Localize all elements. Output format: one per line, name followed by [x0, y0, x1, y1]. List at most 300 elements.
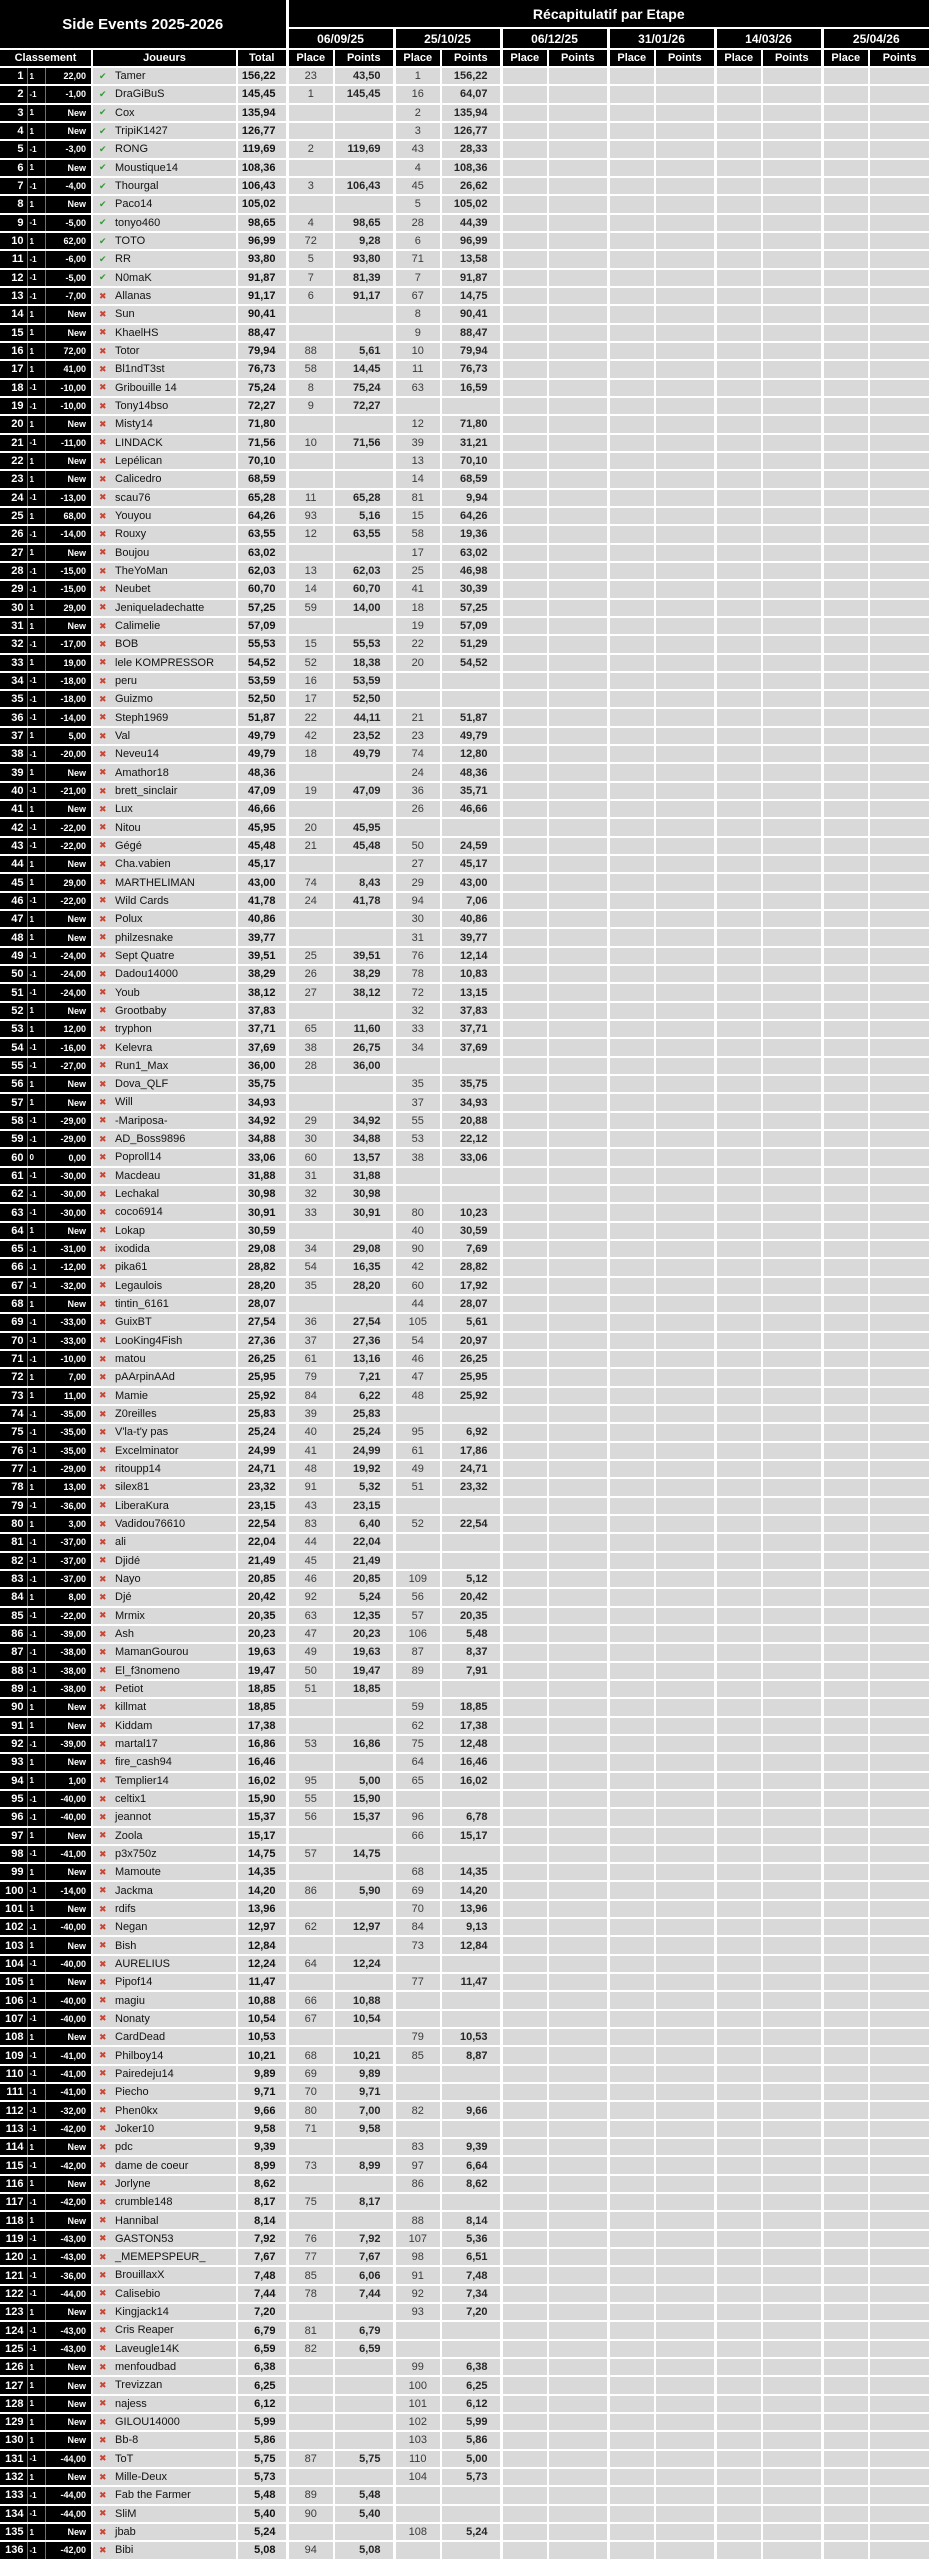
player-cell: [92, 2156, 237, 2174]
trend-value: 1: [27, 2358, 45, 2376]
stage-points-value: [869, 1735, 929, 1753]
rank-value: 75: [0, 1423, 27, 1441]
stage-place-value: [394, 2193, 441, 2211]
change-value: -24,00: [45, 947, 92, 965]
rank-value: 62: [0, 1185, 27, 1203]
player-cell: [92, 1093, 237, 1111]
change-value: -33,00: [45, 1332, 92, 1350]
stage-place-value: 60: [394, 1277, 441, 1295]
stage-points-value: 28,33: [441, 140, 501, 158]
stage-points-value: [655, 2193, 715, 2211]
stage-points-value: 20,42: [441, 1588, 501, 1606]
stage-place-value: [715, 2083, 762, 2101]
stage-points-value: 31,21: [441, 434, 501, 452]
stage-place-value: 23: [394, 727, 441, 745]
stage-place-value: [501, 672, 548, 690]
stage-points-value: 8,17: [334, 2193, 394, 2211]
stage-points-value: [869, 1112, 929, 1130]
stage-place-value: [501, 2010, 548, 2028]
stage-place-value: 58: [394, 525, 441, 543]
stage-place-value: [608, 140, 655, 158]
eliminated-x-icon: ✖: [99, 1976, 107, 1987]
stage-place-value: [822, 1497, 869, 1515]
stage-points-value: [655, 1533, 715, 1551]
eliminated-x-icon: ✖: [99, 1097, 107, 1108]
stage-place-value: [715, 745, 762, 763]
stage-place-value: [822, 1936, 869, 1954]
stage-place-value: 88: [287, 342, 334, 360]
stage-place-value: [501, 2046, 548, 2064]
stage-place-value: 83: [394, 2138, 441, 2156]
stage-points-value: [869, 2065, 929, 2083]
table-row: [0, 2046, 929, 2064]
stage-place-value: [608, 708, 655, 726]
stage-points-value: 13,57: [334, 1148, 394, 1166]
stage-place-value: 53: [394, 1130, 441, 1148]
stage-place-value: 69: [394, 1881, 441, 1899]
eliminated-x-icon: ✖: [99, 748, 107, 759]
player-cell: [92, 214, 237, 232]
stage-place-value: [287, 2413, 334, 2431]
stage-place-value: [608, 1112, 655, 1130]
stage-place-value: [501, 1277, 548, 1295]
stage-place-value: [394, 2120, 441, 2138]
change-value: New: [45, 1900, 92, 1918]
eliminated-x-icon: ✖: [99, 1811, 107, 1822]
change-value: New: [45, 1093, 92, 1111]
total-value: 105,02: [237, 195, 287, 213]
stage-points-value: [762, 1753, 822, 1771]
stage-points-value: [869, 1313, 929, 1331]
rank-value: 7: [0, 177, 27, 195]
stage-points-value: [655, 397, 715, 415]
stage-points-value: 27,36: [334, 1332, 394, 1350]
table-row: [0, 818, 929, 836]
stage-place-value: [501, 1332, 548, 1350]
stage-place-value: 43: [287, 1497, 334, 1515]
change-value: -29,00: [45, 1112, 92, 1130]
eliminated-x-icon: ✖: [99, 1115, 107, 1126]
player-name: -Mariposa-: [115, 1114, 168, 1127]
trend-value: 1: [27, 1827, 45, 1845]
stage-points-value: [548, 855, 608, 873]
stage-place-value: [608, 1533, 655, 1551]
stage-place-value: [822, 965, 869, 983]
change-value: New: [45, 910, 92, 928]
stage-points-value: [548, 2046, 608, 2064]
player-name: Mamoute: [115, 1866, 161, 1879]
stage-place-value: [501, 1991, 548, 2009]
stage-points-value: [548, 1423, 608, 1441]
stage-points-value: [441, 2083, 501, 2101]
stage-place-value: [287, 1936, 334, 1954]
stage-points-value: [869, 2120, 929, 2138]
trend-value: -1: [27, 2065, 45, 2083]
eliminated-x-icon: ✖: [99, 1225, 107, 1236]
stage-place-value: [501, 873, 548, 891]
trend-value: -1: [27, 837, 45, 855]
stage-points-value: 12,14: [441, 947, 501, 965]
stage-place-value: 36: [287, 1313, 334, 1331]
eliminated-x-icon: ✖: [99, 2306, 107, 2317]
stage-place-value: [501, 1625, 548, 1643]
stage-place-value: [715, 159, 762, 177]
total-value: 71,56: [237, 434, 287, 452]
stage-place-value: 48: [394, 1387, 441, 1405]
stage-points-value: [869, 232, 929, 250]
eliminated-x-icon: ✖: [99, 2288, 107, 2299]
stage-points-value: [762, 2138, 822, 2156]
player-cell: [92, 763, 237, 781]
stage-points-value: 34,93: [441, 1093, 501, 1111]
total-value: 13,96: [237, 1900, 287, 1918]
rank-value: 14: [0, 305, 27, 323]
stage-place-value: [608, 1497, 655, 1515]
stage-place-value: [715, 1918, 762, 1936]
trend-value: -1: [27, 1643, 45, 1661]
player-cell: [92, 507, 237, 525]
stage-points-value: [655, 1222, 715, 1240]
place-header: Place: [287, 49, 334, 67]
stage-place-value: [715, 599, 762, 617]
stage-place-value: [501, 1717, 548, 1735]
eliminated-x-icon: ✖: [99, 950, 107, 961]
trend-value: -1: [27, 85, 45, 103]
eliminated-x-icon: ✖: [99, 2398, 107, 2409]
change-value: -10,00: [45, 379, 92, 397]
total-value: 6,12: [237, 2395, 287, 2413]
eliminated-x-icon: ✖: [99, 1720, 107, 1731]
change-value: New: [45, 800, 92, 818]
stage-points-value: 6,79: [334, 2321, 394, 2339]
stage-points-value: 24,99: [334, 1442, 394, 1460]
player-name: Nayo: [115, 1573, 141, 1586]
stage-points-value: [869, 397, 929, 415]
stage-place-value: [822, 489, 869, 507]
stage-place-value: [608, 1973, 655, 1991]
stage-points-value: [869, 1002, 929, 1020]
stage-place-value: [715, 2358, 762, 2376]
stage-points-value: [334, 1295, 394, 1313]
stage-points-value: [334, 1900, 394, 1918]
stage-place-value: [715, 1167, 762, 1185]
stage-place-value: [394, 2010, 441, 2028]
change-value: -40,00: [45, 1808, 92, 1826]
table-row: [0, 965, 929, 983]
stage-place-value: 15: [394, 507, 441, 525]
stage-place-value: 76: [287, 2230, 334, 2248]
stage-place-value: [715, 397, 762, 415]
player-cell: [92, 1130, 237, 1148]
stage-place-value: [715, 2321, 762, 2339]
stage-points-value: [548, 2413, 608, 2431]
stage-points-value: [762, 104, 822, 122]
stage-points-value: 5,61: [334, 342, 394, 360]
stage-points-value: 5,73: [441, 2468, 501, 2486]
stage-place-value: [822, 2120, 869, 2138]
player-name: Fab the Farmer: [115, 2489, 191, 2502]
stage-place-value: [822, 1203, 869, 1221]
total-value: 57,09: [237, 617, 287, 635]
trend-value: -1: [27, 1258, 45, 1276]
stage-points-value: [334, 800, 394, 818]
stage-place-value: [501, 1167, 548, 1185]
change-value: -6,00: [45, 250, 92, 268]
stage-place-value: [715, 1625, 762, 1643]
player-name: Phen0kx: [115, 2104, 158, 2117]
stage-points-value: [762, 360, 822, 378]
stage-points-value: 28,82: [441, 1258, 501, 1276]
stage-place-value: [822, 525, 869, 543]
stage-place-value: [501, 1258, 548, 1276]
player-cell: [92, 1790, 237, 1808]
stage-place-value: [715, 1423, 762, 1441]
stage-place-value: 62: [287, 1918, 334, 1936]
stage-place-value: [822, 910, 869, 928]
stage-place-value: 18: [394, 599, 441, 617]
stage-points-value: [548, 2358, 608, 2376]
trend-value: -1: [27, 1405, 45, 1423]
stage-place-value: [501, 1387, 548, 1405]
table-row: [0, 2358, 929, 2376]
eliminated-x-icon: ✖: [99, 1188, 107, 1199]
trend-value: -1: [27, 2101, 45, 2119]
stage-points-value: [334, 1753, 394, 1771]
stage-place-value: [608, 1753, 655, 1771]
stage-points-value: 26,62: [441, 177, 501, 195]
stage-points-value: 5,16: [334, 507, 394, 525]
stage-points-value: [548, 1497, 608, 1515]
stage-place-value: [394, 1991, 441, 2009]
stage-place-value: 43: [394, 140, 441, 158]
stage-place-value: [715, 1203, 762, 1221]
eliminated-x-icon: ✖: [99, 583, 107, 594]
change-value: 0,00: [45, 1148, 92, 1166]
stage-points-value: 16,86: [334, 1735, 394, 1753]
stage-points-value: [655, 544, 715, 562]
stage-points-value: [334, 617, 394, 635]
stage-points-value: [655, 635, 715, 653]
stage-points-value: [655, 1662, 715, 1680]
stage-place-value: [822, 1148, 869, 1166]
stage-points-value: 98,65: [334, 214, 394, 232]
points-header: Points: [762, 49, 822, 67]
eliminated-x-icon: ✖: [99, 1042, 107, 1053]
stage-points-value: 25,24: [334, 1423, 394, 1441]
table-row: [0, 1973, 929, 1991]
stage-points-value: [762, 305, 822, 323]
stage-points-value: [655, 2248, 715, 2266]
player-name: LooKing4Fish: [115, 1334, 183, 1347]
total-value: 15,90: [237, 1790, 287, 1808]
table-row: [0, 434, 929, 452]
stage-place-value: [608, 818, 655, 836]
eliminated-x-icon: ✖: [99, 2471, 107, 2482]
stage-points-value: 9,28: [334, 232, 394, 250]
stage-points-value: [869, 1991, 929, 2009]
player-cell: [92, 1827, 237, 1845]
stage-place-value: [715, 2138, 762, 2156]
stage-place-value: 104: [394, 2468, 441, 2486]
stage-points-value: [762, 1478, 822, 1496]
player-name: Val: [115, 730, 131, 743]
stage-points-value: [334, 928, 394, 946]
stage-place-value: [715, 452, 762, 470]
stage-points-value: 25,92: [441, 1387, 501, 1405]
stage-place-value: [501, 800, 548, 818]
trend-value: 1: [27, 507, 45, 525]
trend-value: -1: [27, 1881, 45, 1899]
stage-place-value: 7: [287, 269, 334, 287]
stage-points-value: [762, 250, 822, 268]
stage-place-value: 74: [394, 745, 441, 763]
stage-place-value: [501, 1753, 548, 1771]
stage-points-value: [441, 1185, 501, 1203]
stage-points-value: [762, 1277, 822, 1295]
player-name: ali: [115, 1536, 127, 1549]
stage-points-value: 7,34: [441, 2285, 501, 2303]
stage-place-value: 11: [394, 360, 441, 378]
stage-points-value: [655, 1827, 715, 1845]
stage-place-value: [501, 1533, 548, 1551]
change-value: -22,00: [45, 1607, 92, 1625]
rank-value: 29: [0, 580, 27, 598]
stage-points-value: [334, 470, 394, 488]
stage-points-value: [441, 397, 501, 415]
stage-points-value: [655, 434, 715, 452]
stage-place-value: [501, 2468, 548, 2486]
stage-points-value: 106,43: [334, 177, 394, 195]
stage-place-value: [822, 1350, 869, 1368]
stage-place-value: [287, 1698, 334, 1716]
stage-points-value: 7,20: [441, 2303, 501, 2321]
stage-points-value: [548, 1973, 608, 1991]
stage-points-value: [762, 1918, 822, 1936]
stage-points-value: 5,90: [334, 1881, 394, 1899]
stage-place-value: [608, 1790, 655, 1808]
total-value: 7,92: [237, 2230, 287, 2248]
stage-place-value: [608, 1442, 655, 1460]
player-name: menfoudbad: [115, 2361, 177, 2374]
stage-points-value: [548, 1350, 608, 1368]
stage-points-value: [334, 855, 394, 873]
stage-place-value: [822, 1423, 869, 1441]
stage-points-value: 16,35: [334, 1258, 394, 1276]
stage-points-value: [655, 452, 715, 470]
stage-points-value: [548, 2065, 608, 2083]
table-row: [0, 1552, 929, 1570]
table-row: [0, 2193, 929, 2211]
trend-value: -1: [27, 1955, 45, 1973]
total-value: 39,77: [237, 928, 287, 946]
change-value: -1,00: [45, 85, 92, 103]
total-value: 47,09: [237, 782, 287, 800]
eliminated-x-icon: ✖: [99, 290, 107, 301]
change-value: -20,00: [45, 745, 92, 763]
stage-points-value: [869, 1900, 929, 1918]
change-value: New: [45, 1295, 92, 1313]
trend-value: -1: [27, 1790, 45, 1808]
stage-points-value: [655, 489, 715, 507]
stage-place-value: 59: [394, 1698, 441, 1716]
stage-place-value: [608, 2468, 655, 2486]
stage-place-value: [608, 2138, 655, 2156]
stage-place-value: [715, 763, 762, 781]
player-name: Petiot: [115, 1683, 144, 1696]
stage-points-value: 14,45: [334, 360, 394, 378]
stage-place-value: 14: [394, 470, 441, 488]
rank-value: 125: [0, 2340, 27, 2358]
rank-value: 17: [0, 360, 27, 378]
change-value: -18,00: [45, 672, 92, 690]
stage-place-value: 75: [287, 2193, 334, 2211]
table-row: [0, 690, 929, 708]
stage-points-value: 5,86: [441, 2431, 501, 2449]
change-value: New: [45, 1827, 92, 1845]
stage-place-value: [608, 1515, 655, 1533]
player-name: BOB: [115, 638, 139, 651]
stage-place-value: [715, 1515, 762, 1533]
eliminated-x-icon: ✖: [99, 1243, 107, 1254]
stage-place-value: 73: [287, 2156, 334, 2174]
trend-value: -1: [27, 250, 45, 268]
trend-value: -1: [27, 1845, 45, 1863]
stage-points-value: [762, 1313, 822, 1331]
eliminated-x-icon: ✖: [99, 932, 107, 943]
stage-points-value: [762, 2431, 822, 2449]
stage-points-value: [441, 1552, 501, 1570]
stage-points-value: [548, 1790, 608, 1808]
stage-points-value: 12,97: [334, 1918, 394, 1936]
player-name: Totor: [115, 345, 140, 358]
stage-place-value: [822, 782, 869, 800]
stage-points-value: [869, 2468, 929, 2486]
player-cell: [92, 800, 237, 818]
stage-place-value: 34: [287, 1240, 334, 1258]
rank-value: 86: [0, 1625, 27, 1643]
stage-place-value: [501, 342, 548, 360]
rank-value: 135: [0, 2523, 27, 2541]
stage-points-value: [655, 1625, 715, 1643]
stage-points-value: [762, 489, 822, 507]
stage-points-value: [762, 1167, 822, 1185]
stage-points-value: [655, 654, 715, 672]
stage-points-value: [762, 2010, 822, 2028]
stage-points-value: 65,28: [334, 489, 394, 507]
stage-points-value: [655, 2303, 715, 2321]
stage-points-value: [762, 1863, 822, 1881]
stage-place-value: [715, 2523, 762, 2541]
player-name: GASTON53: [115, 2232, 174, 2245]
trend-value: 1: [27, 2523, 45, 2541]
total-value: 16,86: [237, 1735, 287, 1753]
table-row: [0, 1112, 929, 1130]
player-name: Gribouille 14: [115, 381, 177, 394]
trend-value: -1: [27, 983, 45, 1001]
rank-value: 114: [0, 2138, 27, 2156]
stage-place-value: [715, 1185, 762, 1203]
trend-value: -1: [27, 1662, 45, 1680]
table-row: [0, 1955, 929, 1973]
stage-place-value: [287, 2395, 334, 2413]
stage-points-value: 5,08: [334, 2541, 394, 2559]
table-row: [0, 635, 929, 653]
player-name: fire_cash94: [115, 1756, 172, 1769]
table-row: [0, 1662, 929, 1680]
stage-points-value: [334, 305, 394, 323]
eliminated-x-icon: ✖: [99, 730, 107, 741]
change-value: 29,00: [45, 599, 92, 617]
